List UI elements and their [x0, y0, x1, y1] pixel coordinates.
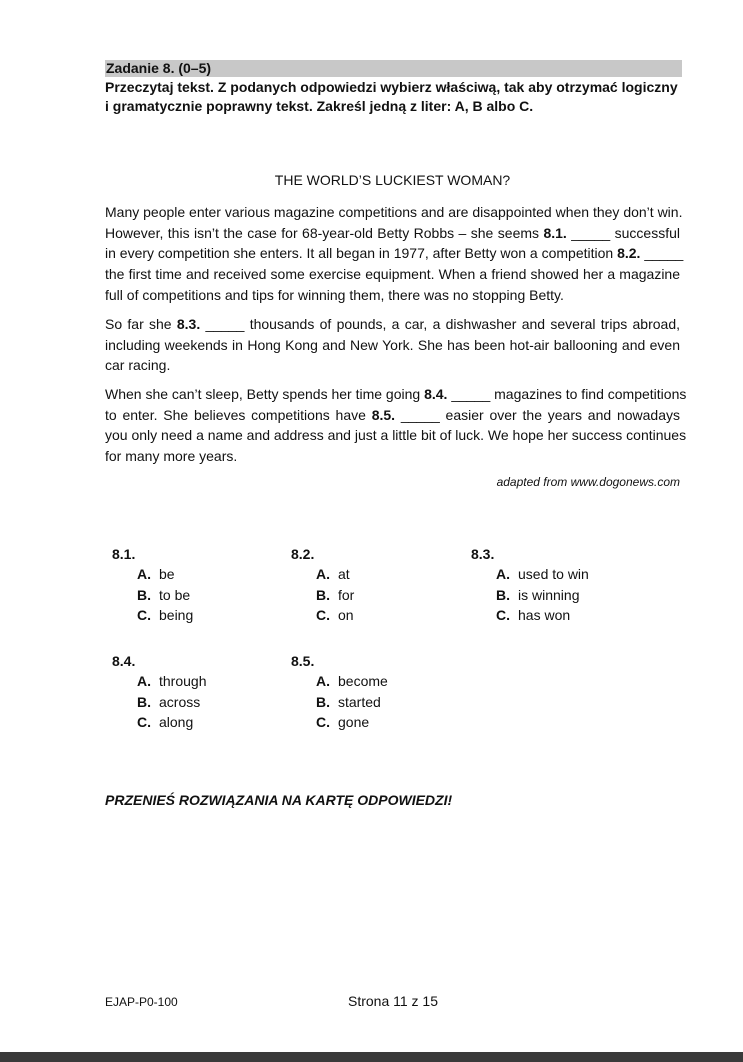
paragraph-line: full of competitions and tips for winning them, there was no stopping Betty. [105, 286, 564, 303]
option-text: become [338, 673, 388, 689]
option-letter: B. [137, 693, 151, 710]
option-letter: A. [316, 673, 330, 689]
paragraph-line: you only need a name and address and just a little bit of luck. We hope her success continues [105, 427, 687, 444]
answer-option-c[interactable] [291, 712, 461, 733]
option-text: through [159, 673, 207, 689]
reading-title: THE WORLD’S LUCKIEST WOMAN? [274, 172, 511, 188]
option-letter: B. [137, 586, 151, 603]
paragraph-text: in every competition she enters. It all began in 1977, after Betty won a competition [105, 245, 618, 262]
option-letter: C. [316, 607, 330, 624]
question-number: 8.1. [112, 546, 136, 562]
gap-number-8-4: 8.4. [424, 386, 448, 402]
gap-number-8-5: 8.5. [371, 406, 396, 423]
option-text: is winning [518, 586, 580, 603]
option-letter: C. [316, 714, 330, 731]
answer-option-b[interactable] [471, 585, 641, 606]
paragraph-text: When she can’t sleep, Betty spends her time going [105, 386, 425, 402]
page-number: Strona 11 z 15 [347, 993, 439, 1009]
paragraph-text: _____ thousands of pounds, a car, a dishwasher and several trips abroad, [200, 316, 680, 332]
option-text: for [338, 586, 355, 603]
option-text: has won [518, 607, 571, 624]
answer-option-b[interactable] [291, 585, 461, 606]
answer-option-c[interactable] [112, 605, 282, 626]
question-8-3 [471, 544, 641, 626]
task-header: Zadanie 8. (0–5) [105, 60, 682, 77]
paragraph-line [105, 384, 687, 405]
option-text: along [159, 714, 194, 731]
paragraph-line: the first time and received some exercise equipment. When a friend showed her a magazine [105, 266, 680, 283]
paragraph-text: However, this isn’t the case for 68-year-old Betty Robbs – she seems [105, 224, 544, 241]
gap-number-8-3: 8.3. [176, 316, 201, 332]
source-attribution: adapted from www.dogonews.com [496, 475, 680, 489]
paragraph-line [105, 314, 680, 335]
option-text: being [159, 607, 194, 624]
question-number: 8.4. [112, 653, 136, 669]
option-letter: C. [137, 714, 151, 731]
paragraph-text: So far she [105, 316, 177, 332]
question-number: 8.2. [291, 546, 315, 562]
answer-option-b[interactable] [112, 692, 282, 713]
gap-number-8-1: 8.1. [543, 224, 567, 241]
paragraph-line: Many people enter various magazine competitions and are disappointed when they don’t win. [105, 204, 683, 220]
option-letter: B. [316, 586, 330, 603]
paragraph-line [105, 405, 680, 426]
exam-code: EJAP-P0-100 [105, 995, 178, 1009]
question-8-4 [112, 651, 282, 733]
answer-option-c[interactable] [291, 605, 461, 626]
option-letter: B. [496, 586, 510, 603]
gap-number-8-2: 8.2. [617, 245, 641, 262]
reading-paragraph-3 [105, 384, 687, 467]
option-text: gone [338, 714, 370, 731]
paragraph-line: including weekends in Hong Kong and New York. She has been hot-air ballooning and even [105, 336, 680, 353]
task-instruction [105, 78, 685, 116]
question-number: 8.5. [291, 653, 315, 669]
option-letter: B. [316, 693, 330, 710]
transfer-answers-note: PRZENIEŚ ROZWIĄZANIA NA KARTĘ ODPOWIEDZI! [105, 792, 453, 808]
paragraph-text: to enter. She believes competitions have [105, 406, 372, 423]
answer-option-a[interactable] [291, 564, 461, 585]
answer-option-a[interactable] [112, 564, 282, 585]
reading-paragraph-2 [105, 314, 680, 376]
paragraph-line: car racing. [105, 357, 171, 374]
answer-option-b[interactable] [291, 692, 461, 713]
question-8-1 [112, 544, 282, 626]
option-letter: A. [496, 566, 510, 582]
paragraph-text: _____ [640, 245, 684, 262]
paragraph-line: for many more years. [105, 448, 238, 465]
answer-option-a[interactable] [291, 671, 461, 692]
option-text: used to win [518, 566, 589, 582]
question-8-5 [291, 651, 461, 733]
option-letter: C. [496, 607, 510, 624]
answer-option-c[interactable] [471, 605, 641, 626]
option-letter: A. [137, 673, 151, 689]
option-text: at [338, 566, 350, 582]
paragraph-text: _____ easier over the years and nowadays [395, 406, 680, 423]
question-8-2 [291, 544, 461, 626]
paragraph-line [105, 223, 680, 244]
option-text: be [159, 566, 175, 582]
answer-option-c[interactable] [112, 712, 282, 733]
answer-option-a[interactable] [112, 671, 282, 692]
instruction-line-1: Przeczytaj tekst. Z podanych odpowiedzi wybierz właściwą, tak aby otrzymać logiczny [105, 79, 678, 95]
option-text: to be [159, 586, 191, 603]
option-text: across [159, 693, 201, 710]
option-letter: A. [316, 566, 330, 582]
question-number: 8.3. [471, 546, 495, 562]
paragraph-line [105, 243, 684, 264]
option-text: started [338, 693, 381, 710]
answer-option-a[interactable] [471, 564, 641, 585]
option-text: on [338, 607, 354, 624]
paragraph-text: _____ successful [566, 224, 680, 241]
instruction-line-2: i gramatycznie poprawny tekst. Zakreśl jedną z liter: A, B albo C. [105, 98, 534, 114]
option-letter: C. [137, 607, 151, 624]
answer-option-b[interactable] [112, 585, 282, 606]
paragraph-text: _____ magazines to find competitions [447, 386, 687, 402]
viewer-bottom-bar [0, 1052, 743, 1062]
option-letter: A. [137, 566, 151, 582]
reading-paragraph-1 [105, 202, 684, 306]
